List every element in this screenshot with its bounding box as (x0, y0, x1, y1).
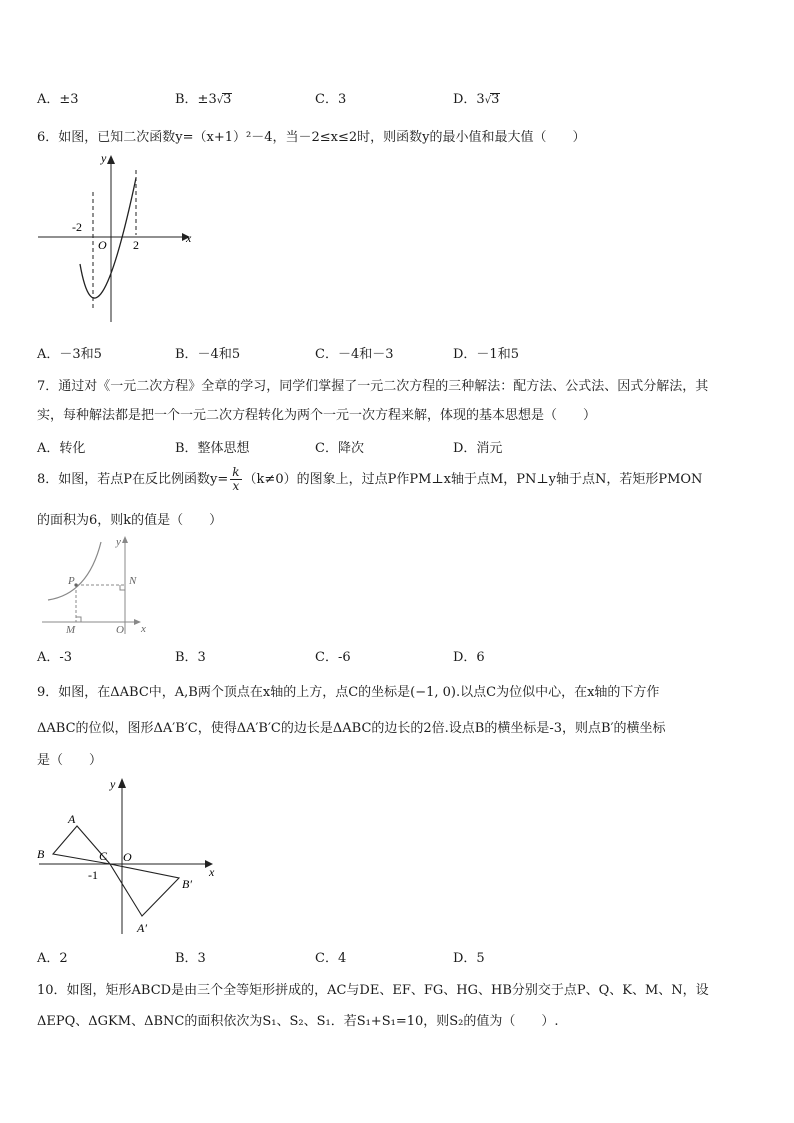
q9-tick-neg1: -1 (88, 868, 98, 882)
q6-x-label: x (186, 231, 192, 245)
q8-question-line2: 的面积为6，则k的值是（ ） (37, 513, 223, 528)
q9-b-label: B (37, 847, 45, 861)
q8-y-axis-arrow (122, 536, 128, 543)
q6-option-d: D．－1和5 (453, 347, 519, 362)
q7-question-line2: 实，每种解法都是把一个一元二次方程转化为两个一元一次方程来解，体现的基本思想是（ ） (37, 408, 597, 423)
q8-x-axis-arrow (134, 619, 141, 625)
q8-option-d: D．6 (453, 650, 485, 665)
q5-option-c: C．3 (315, 92, 347, 107)
q6-parabola-graph (36, 150, 196, 335)
q8-x-label: x (141, 623, 146, 635)
q9-y-label: y (110, 777, 116, 791)
q9-option-d: D．5 (453, 951, 485, 966)
q8-hyperbola-graph (38, 534, 158, 639)
q8-m-label: M (66, 624, 76, 636)
q5-option-b: B．±3√3 (175, 92, 232, 107)
q9-option-b: B．3 (175, 951, 206, 966)
q8-origin-label: O (116, 624, 124, 636)
q9-question-line3: 是（ ） (37, 753, 103, 768)
q8-p-label: P (68, 575, 75, 587)
q10-question-line1: 10．如图，矩形ABCD是由三个全等矩形拼成的，AC与DE、EF、FG、HG、HB分别交于点P、Q、K、M、N，设 (37, 983, 709, 998)
q6-option-a: A．－3和5 (37, 347, 102, 362)
q10-question-line2: ΔEPQ、ΔGKM、ΔBNC的面积依次为S₁、S₂、S₁．若S₁+S₁=10，则S₂的值为（ ）. (37, 1014, 559, 1029)
q8-hyperbola-curve (48, 542, 101, 600)
q8-option-a: A．-3 (37, 650, 73, 665)
q6-question-text: 6．如图，已知二次函数y=（x+1）²－4，当－2≤x≤2时，则函数y的最小值和最大值（ ） (37, 130, 586, 145)
q9-c-label: C (99, 849, 108, 863)
q9-y-axis-arrow (118, 778, 126, 788)
q7-option-b: B．整体思想 (175, 441, 250, 456)
q5-option-d: D．3√3 (453, 92, 500, 107)
q9-a-prime-label: A′ (137, 921, 147, 935)
q6-y-label: y (101, 151, 107, 165)
q7-option-a: A．转化 (37, 441, 86, 456)
q9-a-label: A (68, 812, 76, 826)
q6-parabola-curve (80, 178, 136, 298)
q9-x-label: x (209, 865, 215, 879)
q6-option-c: C．－4和－3 (315, 347, 394, 362)
q8-n-label: N (129, 575, 137, 587)
q8-option-b: B．3 (175, 650, 206, 665)
q7-option-c: C．降次 (315, 441, 364, 456)
q8-right-angle-n (120, 585, 125, 590)
q6-tick-2: 2 (133, 238, 139, 252)
q7-option-d: D．消元 (453, 441, 503, 456)
q9-b-prime-label: B′ (182, 877, 192, 891)
q9-triangle-a-prime-b-prime-c (110, 864, 179, 916)
q9-question-line2: ΔABC的位似，图形ΔA′B′C，使得ΔA′B′C的边长是ΔABC的边长的2倍.设点B的横坐标是-3，则点B′的横坐标 (37, 721, 666, 736)
q9-option-a: A．2 (37, 951, 68, 966)
q9-origin-label: O (123, 850, 132, 864)
q8-fraction: $\frac{k}{x}$ (232, 465, 240, 493)
q8-right-angle-m (76, 617, 81, 622)
q8-y-label: y (116, 536, 121, 548)
q6-tick-neg2: -2 (72, 220, 82, 234)
q8-question-line1: 8．如图，若点P在反比例函数y= $\frac{k}{x}$ （k≠0）的图象上，过点P作PM⊥x轴于点M，PN⊥y轴于点N，若矩形PMON (37, 465, 703, 493)
q8-option-c: C．-6 (315, 650, 351, 665)
q7-question-line1: 7．通过对《一元二次方程》全章的学习，同学们掌握了一元二次方程的三种解法：配方法、公式法、因式分解法，其 (37, 379, 709, 394)
q9-question-line1: 9．如图，在ΔABC中，A,B两个顶点在x轴的上方，点C的坐标是(−1, 0).以点C为位似中心，在x轴的下方作 (37, 685, 660, 700)
q6-option-b: B．－4和5 (175, 347, 241, 362)
q9-option-c: C．4 (315, 951, 347, 966)
q8-point-p (74, 583, 77, 586)
q5-option-a: A．±3 (37, 92, 79, 107)
q9-similar-triangles-graph (33, 772, 223, 942)
q6-y-axis-arrow (107, 155, 115, 164)
q6-origin-label: O (98, 238, 107, 252)
